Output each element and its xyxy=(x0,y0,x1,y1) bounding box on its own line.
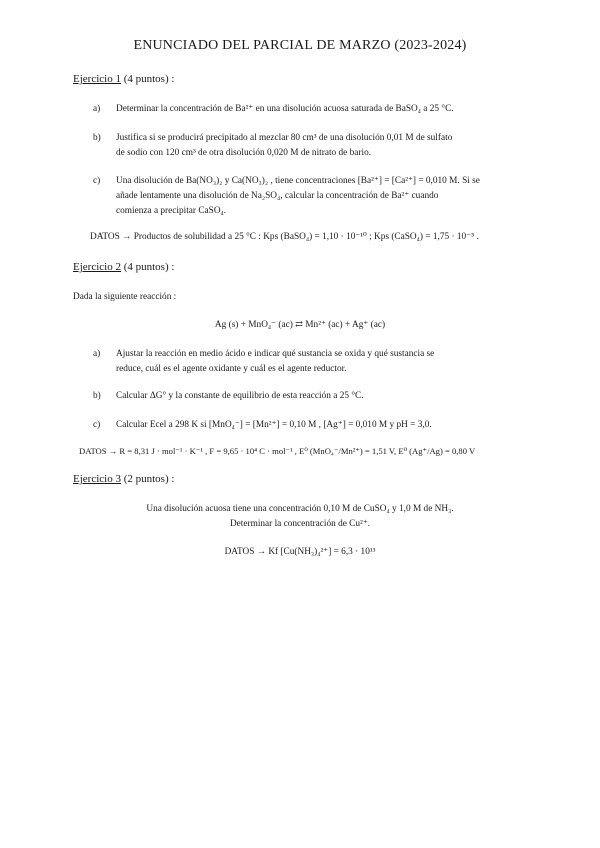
item-label: a) xyxy=(93,349,101,359)
page-title: ENUNCIADO DEL PARCIAL DE MARZO (2023-2024) xyxy=(133,38,467,53)
item-text-line-2: de sodio con 120 cm³ de otra disolución 0,020 M de nitrato de bario. xyxy=(116,148,372,158)
exercise-1-data: DATOS → Productos de solubilidad a 25 °C : Kps (BaSO₄) = 1,10 · 10⁻¹⁰ ; Kps (CaSO₄) = 1,75 · 10⁻⁵ . xyxy=(90,232,479,242)
item-text: Calcular ΔG° y la constante de equilibrio de esta reacción a 25 °C. xyxy=(116,391,364,401)
item-label: c) xyxy=(93,420,101,430)
reaction-equation: Ag (s) + MnO₄⁻ (ac) ⇄ Mn²⁺ (ac) + Ag⁺ (ac) xyxy=(214,320,386,330)
item-label: a) xyxy=(93,104,101,114)
item-text: Determinar la concentración de Ba²⁺ en una disolución acuosa saturada de BaSO₄ a 25 °C. xyxy=(116,104,454,114)
exercise-1-title: Ejercicio 1 xyxy=(73,73,121,85)
exercise-3-title: Ejercicio 3 xyxy=(73,473,121,485)
exercise-3-header xyxy=(73,473,174,485)
exercise-2-title: Ejercicio 2 xyxy=(73,261,121,273)
item-text-line-2: reduce, cuál es el agente oxidante y cuál es el agente reductor. xyxy=(116,364,347,374)
item-text-line-3: comienza a precipitar CaSO₄. xyxy=(116,206,227,216)
exercise-1-points: (4 puntos) : xyxy=(123,73,175,85)
item-text-line-1: Justifica si se producirá precipitado al mezclar 80 cm³ de una disolución 0,01 M de sulfato xyxy=(116,133,453,143)
item-text-line-1: Ajustar la reacción en medio ácido e indicar qué sustancia se oxida y qué sustancia se xyxy=(116,349,435,359)
exercise-2-intro: Dada la siguiente reacción : xyxy=(73,292,177,302)
exercise-2-header xyxy=(73,261,174,273)
exercise-3-statement-line-1: Una disolución acuosa tiene una concentración 0,10 M de CuSO₄ y 1,0 M de NH₃. xyxy=(146,504,454,514)
exercise-2-points: (4 puntos) : xyxy=(123,261,175,273)
exercise-1-header xyxy=(73,73,174,85)
item-label: b) xyxy=(93,133,101,143)
exercise-3-points: (2 puntos) : xyxy=(123,473,175,485)
item-label: b) xyxy=(93,391,101,401)
exercise-3-statement-line-2: Determinar la concentración de Cu²⁺. xyxy=(229,519,371,529)
item-text-line-2: añade lentamente una disolución de Na₂SO₄, calcular la concentración de Ba²⁺ cuando xyxy=(116,191,439,201)
item-text: Calcular Ecel a 298 K si [MnO₄⁻] = [Mn²⁺] = 0,10 M , [Ag⁺] = 0,010 M y pH = 3,0. xyxy=(116,420,432,430)
item-text-line-1: Una disolución de Ba(NO₃)₂ y Ca(NO₃)₂ , tiene concentraciones [Ba²⁺] = [Ca²⁺] = 0,010 M. Si se xyxy=(116,176,480,186)
exercise-2-data: DATOS → R = 8,31 J · mol⁻¹ · K⁻¹ , F = 9,65 · 10⁴ C · mol⁻¹ , E⁰ (MnO₄⁻/Mn²⁺) = 1,51 V, E⁰ (Ag⁺/Ag) = 0,80 V xyxy=(79,446,476,456)
item-label: c) xyxy=(93,176,101,186)
exercise-3-data: DATOS → Kf [Cu(NH₃)₄²⁺] = 6,3 · 10¹³ xyxy=(224,547,376,557)
